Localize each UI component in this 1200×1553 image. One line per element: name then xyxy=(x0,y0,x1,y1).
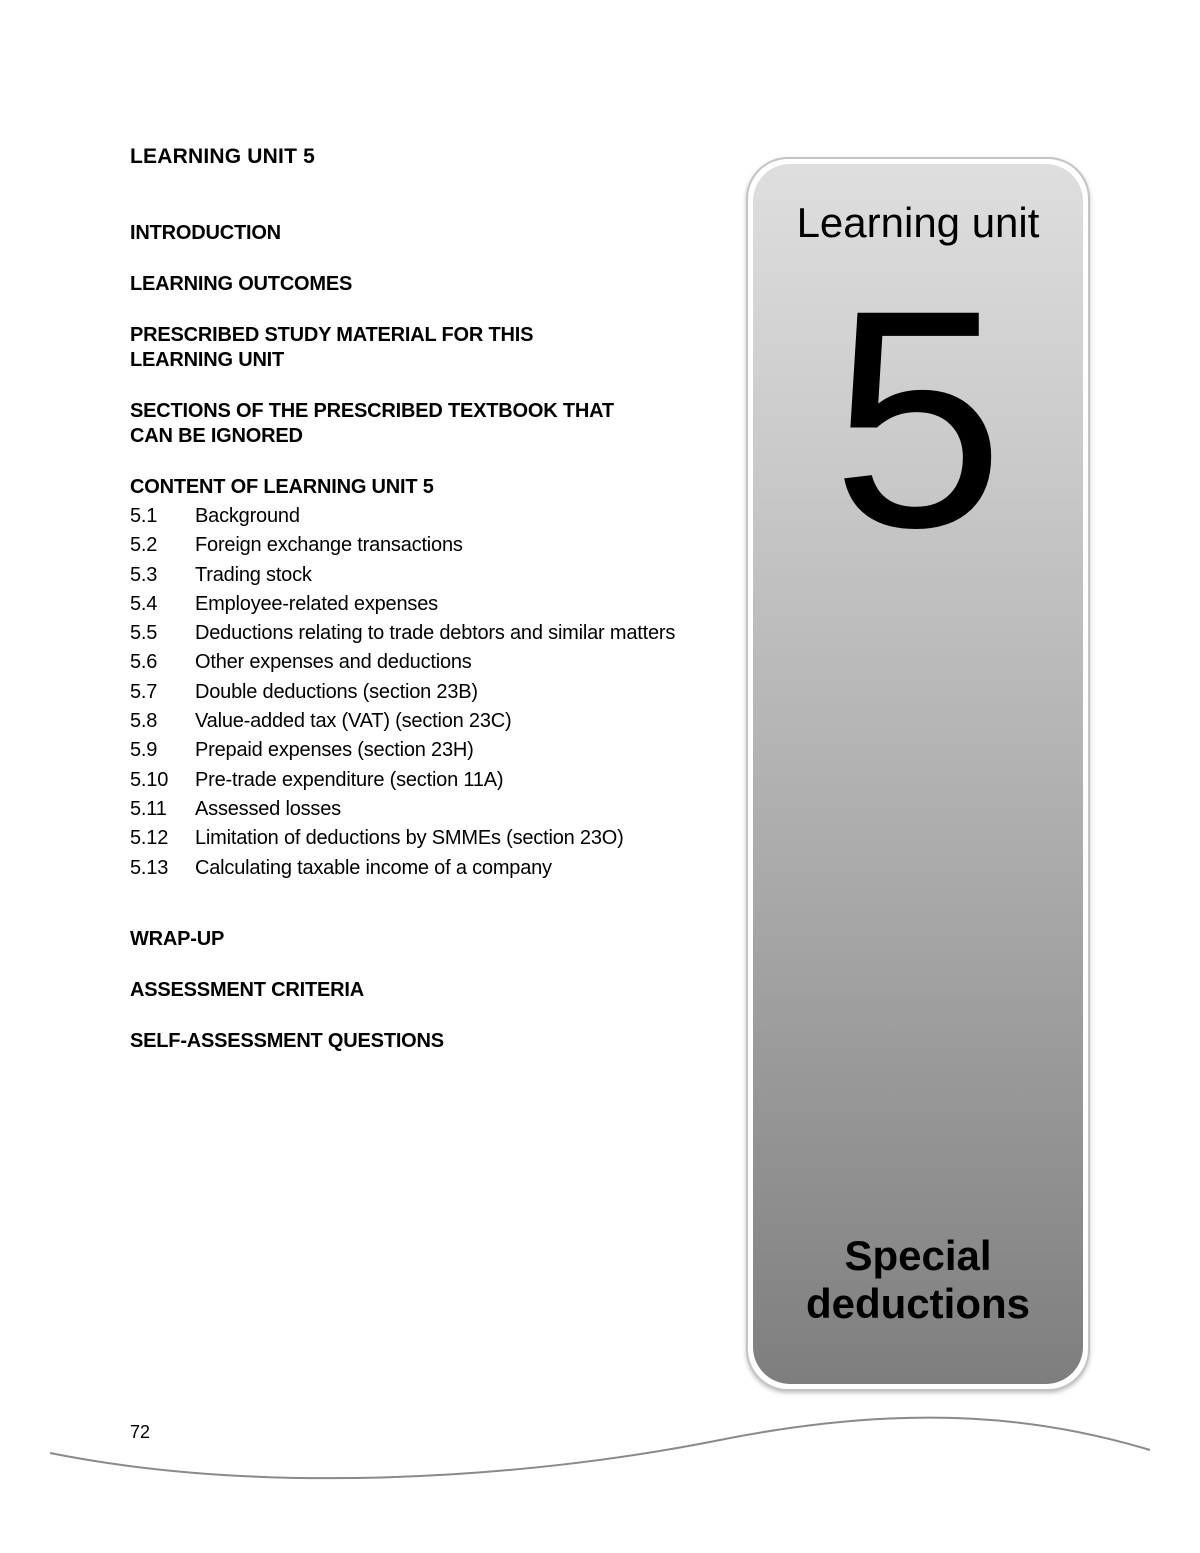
content-item-number: 5.1 xyxy=(130,505,158,527)
content-item-text: Double deductions (section 23B) xyxy=(195,680,478,703)
content-item-number: 5.12 xyxy=(130,827,169,850)
section-self-assessment: SELF-ASSESSMENT QUESTIONS xyxy=(130,1029,444,1052)
content-item-number: 5.2 xyxy=(130,534,158,557)
content-item-text: Other expenses and deductions xyxy=(195,651,472,674)
content-item xyxy=(130,590,690,619)
content-item xyxy=(130,619,690,648)
content-item-text: Assessed losses xyxy=(195,797,341,820)
content-item-number: 5.3 xyxy=(130,563,158,586)
content-item-text: Calculating taxable income of a company xyxy=(195,856,552,879)
unit-heading: LEARNING UNIT 5 xyxy=(130,145,316,168)
content-item-number: 5.9 xyxy=(130,739,158,762)
content-item xyxy=(130,766,690,795)
content-item xyxy=(130,795,690,824)
content-item-text: Background xyxy=(195,505,300,527)
content-item-number: 5.13 xyxy=(130,856,169,879)
content-item-number: 5.5 xyxy=(130,622,158,645)
section-assessment-criteria: ASSESSMENT CRITERIA xyxy=(130,978,365,1001)
content-item xyxy=(130,707,690,736)
content-item-text: Deductions relating to trade debtors and similar matters xyxy=(195,622,676,645)
content-item-number: 5.10 xyxy=(130,768,169,791)
section-prescribed-material: PRESCRIBED STUDY MATERIAL FOR THIS LEARNING UNIT xyxy=(130,324,534,371)
page-number: 72 xyxy=(130,1422,151,1442)
content-list xyxy=(130,502,690,883)
content-item-text: Trading stock xyxy=(195,563,312,586)
panel-label: Learning unit xyxy=(796,199,1040,246)
content-item xyxy=(130,502,690,531)
section-introduction: INTRODUCTION xyxy=(130,222,281,244)
content-item-text: Value-added tax (VAT) (section 23C) xyxy=(195,710,512,733)
learning-unit-panel xyxy=(746,157,1090,1391)
section-content-heading: CONTENT OF LEARNING UNIT 5 xyxy=(130,476,434,498)
content-item-number: 5.6 xyxy=(130,651,158,674)
content-item-text: Employee-related expenses xyxy=(195,592,438,615)
content-item xyxy=(130,678,690,707)
panel-title-line1: Special xyxy=(844,1232,992,1279)
content-item xyxy=(130,648,690,677)
content-item-text: Limitation of deductions by SMMEs (section 23O) xyxy=(195,827,624,850)
content-item xyxy=(130,824,690,853)
content-item-number: 5.11 xyxy=(130,797,167,820)
section-learning-outcomes: LEARNING OUTCOMES xyxy=(130,273,353,295)
decorative-wave xyxy=(0,1400,1200,1510)
content-item xyxy=(130,561,690,590)
table-of-contents xyxy=(130,145,690,1080)
content-item-text: Foreign exchange transactions xyxy=(195,534,463,557)
panel-unit-number: 5 xyxy=(831,245,1005,592)
content-item-number: 5.8 xyxy=(130,710,158,733)
section-wrap-up: WRAP-UP xyxy=(130,927,225,950)
content-item xyxy=(130,854,690,883)
wave-curve xyxy=(50,1418,1150,1479)
section-ignored-textbook: SECTIONS OF THE PRESCRIBED TEXTBOOK THAT CAN BE IGNORED xyxy=(130,400,614,447)
content-item-number: 5.7 xyxy=(130,680,158,703)
content-item-number: 5.4 xyxy=(130,592,158,615)
content-item-text: Prepaid expenses (section 23H) xyxy=(195,739,474,762)
learning-unit-panel-fill xyxy=(753,164,1083,1384)
content-item xyxy=(130,531,690,560)
content-item-text: Pre-trade expenditure (section 11A) xyxy=(195,768,504,791)
panel-unit-title xyxy=(753,1232,1083,1328)
content-item xyxy=(130,736,690,765)
panel-title-line2: deductions xyxy=(805,1280,1030,1327)
